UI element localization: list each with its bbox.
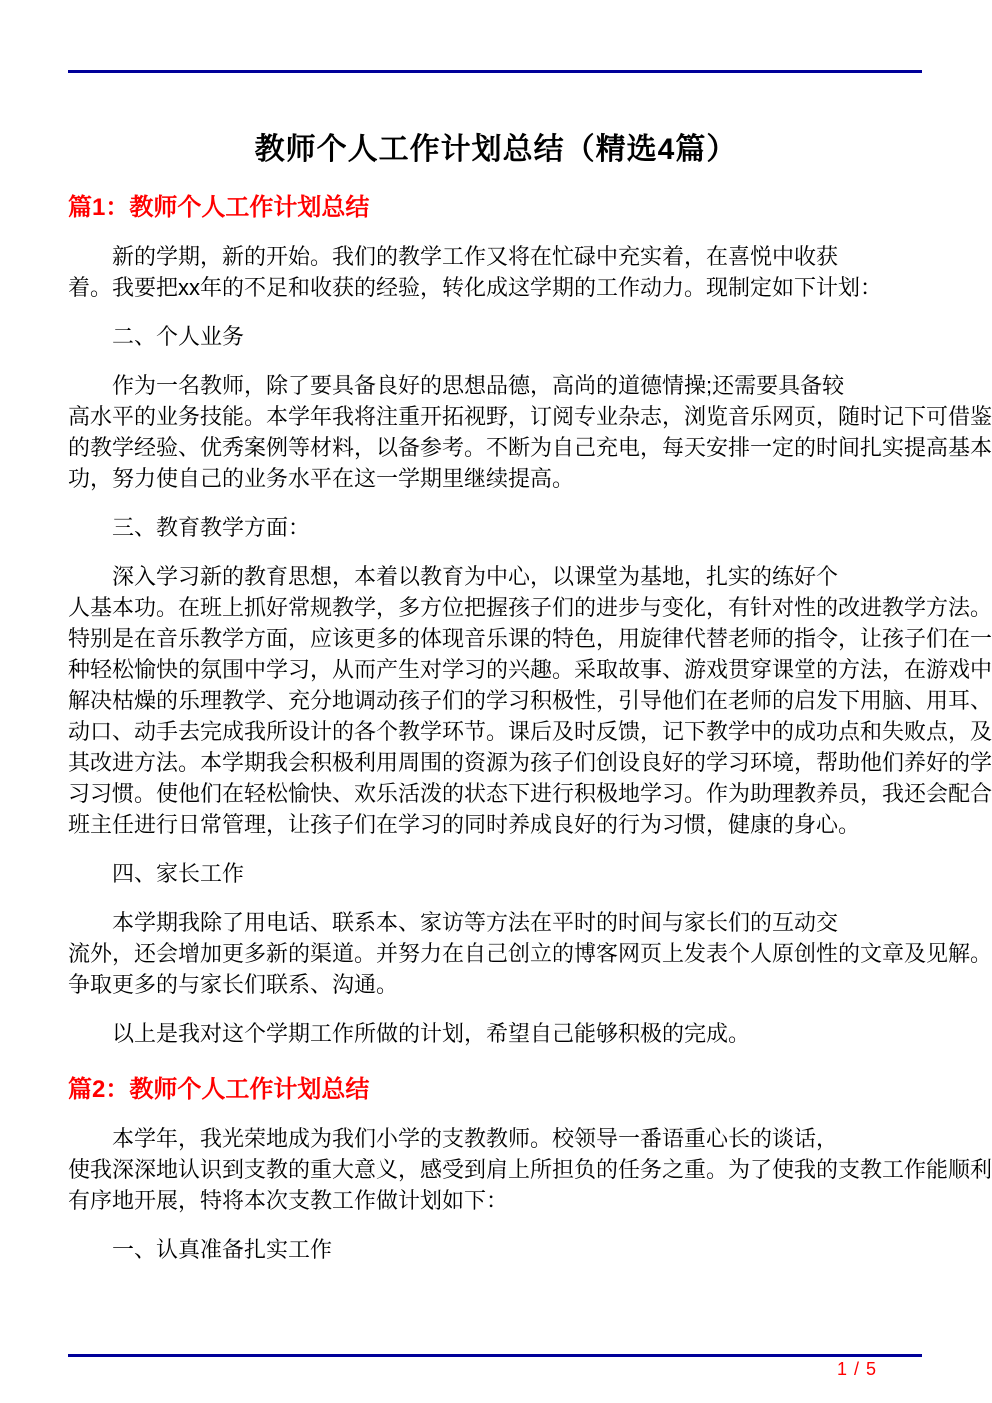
paragraph-line: 高水平的业务技能。本学年我将注重开拓视野，订阅专业杂志，浏览音乐网页，随时记下可借鉴 xyxy=(68,404,992,429)
paragraph-line: 本学年，我光荣地成为我们小学的支教教师。校领导一番语重心长的谈话， xyxy=(112,1126,839,1151)
paragraph-line: 习习惯。使他们在轻松愉快、欢乐活泼的状态下进行积极地学习。作为助理教养员，我还会配合 xyxy=(68,781,992,806)
paragraph-line: 争取更多的与家长们联系、沟通。 xyxy=(68,972,399,997)
sub-heading: 二、个人业务 xyxy=(112,324,245,349)
paragraph-line: 特别是在音乐教学方面，应该更多的体现音乐课的特色，用旋律代替老师的指令，让孩子们在一 xyxy=(68,626,992,651)
paragraph-line: 新的学期，新的开始。我们的教学工作又将在忙碌中充实着，在喜悦中收获 xyxy=(112,244,839,269)
paragraph xyxy=(68,241,924,303)
paragraph-line: 深入学习新的教育思想，本着以教育为中心，以课堂为基地，扎实的练好个 xyxy=(112,564,839,589)
page-title: 教师个人工作计划总结（精选4篇） xyxy=(254,133,738,166)
paragraph xyxy=(68,370,992,494)
paragraph-line: 流外，还会增加更多新的渠道。并努力在自己创立的博客网页上发表个人原创性的文章及见解。 xyxy=(68,941,992,966)
page-number: 1 / 5 xyxy=(836,1359,877,1379)
paragraph-line: 动口、动手去完成我所设计的各个教学环节。课后及时反馈，记下教学中的成功点和失败点，及 xyxy=(68,719,992,744)
sub-heading: 四、家长工作 xyxy=(112,861,245,886)
paragraph-line: 解决枯燥的乐理教学、充分地调动孩子们的学习积极性，引导他们在老师的启发下用脑、用耳、 xyxy=(68,688,992,713)
paragraph-line: 种轻松愉快的氛围中学习，从而产生对学习的兴趣。采取故事、游戏贯穿课堂的方法，在游戏中 xyxy=(68,657,992,682)
paragraph-line: 班主任进行日常管理，让孩子们在学习的同时养成良好的行为习惯，健康的身心。 xyxy=(68,812,861,837)
bottom-rule xyxy=(68,1354,922,1357)
paragraph-line: 功，努力使自己的业务水平在这一学期里继续提高。 xyxy=(68,466,575,491)
paragraph-line: 其改进方法。本学期我会积极利用周围的资源为孩子们创设良好的学习环境，帮助他们养好的学 xyxy=(68,750,992,775)
paragraph xyxy=(68,1018,924,1049)
paragraph-line: 以上是我对这个学期工作所做的计划，希望自己能够积极的完成。 xyxy=(112,1021,751,1046)
paragraph-line: 使我深深地认识到支教的重大意义，感受到肩上所担负的任务之重。为了使我的支教工作能顺利 xyxy=(68,1157,992,1182)
sub-heading: 一、认真准备扎实工作 xyxy=(112,1237,333,1262)
paragraph-line: 的教学经验、优秀案例等材料，以备参考。不断为自己充电，每天安排一定的时间扎实提高基本 xyxy=(68,435,992,460)
section-heading: 篇2：教师个人工作计划总结 xyxy=(68,1076,370,1103)
document-body xyxy=(68,0,992,1265)
paragraph xyxy=(68,907,992,1000)
section-heading: 篇1：教师个人工作计划总结 xyxy=(68,194,370,221)
paragraph-line: 作为一名教师，除了要具备良好的思想品德，高尚的道德情操;还需要具备较 xyxy=(112,373,845,398)
sub-heading: 三、教育教学方面： xyxy=(112,515,311,540)
paragraph-line: 有序地开展，特将本次支教工作做计划如下： xyxy=(68,1188,509,1213)
paragraph-line: 人基本功。在班上抓好常规教学，多方位把握孩子们的进步与变化，有针对性的改进教学方法。 xyxy=(68,595,992,620)
paragraph xyxy=(68,561,992,840)
paragraph-line: 着。我要把xx年的不足和收获的经验，转化成这学期的工作动力。现制定如下计划： xyxy=(68,275,883,300)
paragraph xyxy=(68,1123,992,1216)
paragraph-line: 本学期我除了用电话、联系本、家访等方法在平时的时间与家长们的互动交 xyxy=(112,910,839,935)
